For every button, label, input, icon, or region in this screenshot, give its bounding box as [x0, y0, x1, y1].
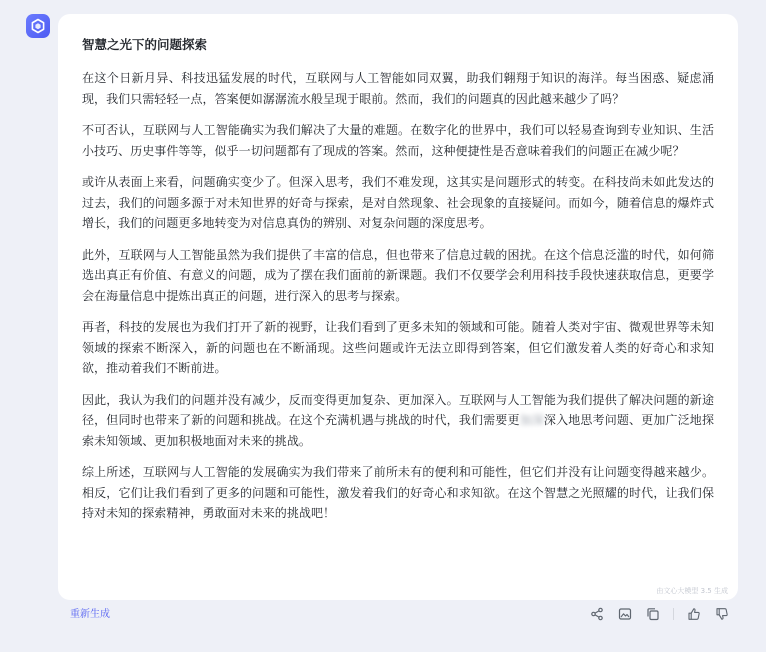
answer-actions-bar: [58, 604, 738, 626]
thumbs-up-icon[interactable]: [686, 606, 702, 622]
article-paragraph-3: 或许从表面上来看，问题确实变少了。但深入思考，我们不难发现，这其实是问题形式的转变。在科技尚未如此发达的过去，我们的问题多源于对未知世界的好奇与探索，是对自然现象、社会现象的直接疑问。而如今，随着信息的爆炸式增长，我们的问题更多地转变为对信息真伪的辨别、对复杂问题的深度思考。: [82, 175, 714, 230]
image-icon[interactable]: [617, 606, 633, 622]
app-logo-icon: [26, 14, 50, 38]
action-separator: [673, 608, 674, 620]
article-paragraph-4: 此外，互联网与人工智能虽然为我们提供了丰富的信息，但也带来了信息过载的困扰。在这个信息泛滥的时代，如何筛选出真正有价值、有意义的问题，成为了摆在我们面前的新课题。我们不仅要学会利用科技手段快速获取信息，更要学会在海量信息中提炼出真正的问题，进行深入的思考与探索。: [82, 247, 714, 303]
article-paragraph-7: 综上所述，互联网与人工智能的发展确实为我们带来了前所未有的便利和可能性，但它们并没有让问题变得越来越少。相反，它们让我们看到了更多的问题和可能性，激发着我们的好奇心和求知欲。在这个智慧之光照耀的时代，让我们保持对未知的探索精神，勇敢面对未来的挑战吧！: [82, 465, 714, 520]
article-paragraph-1: 在这个日新月异、科技迅猛发展的时代，互联网与人工智能如同双翼，助我们翱翔于知识的海洋。每当困惑、疑虑涌现，我们只需轻轻一点，答案便如潺潺流水般呈现于眼前。然而，我们的问题真的因此越来越少了吗？: [82, 71, 714, 106]
action-icons: [589, 606, 730, 622]
regenerate-button[interactable]: 重新生成: [70, 609, 110, 620]
copy-icon[interactable]: [645, 606, 661, 622]
paragraph-6-text-before: 因此，我认为我们的问题并没有减少，反而变得更加复杂、更加深入。互联网与人工智能为我们提供了解决问题的新途径，但同时也带来了新的问题和挑战。在这个充满机遇与挑战的时代，我们需要更: [82, 392, 714, 427]
paragraph-6-text-after: 深入地思考问题、更加广泛地探索未知领域、更加积极地面对未来的挑战。: [82, 413, 714, 448]
share-icon[interactable]: [589, 606, 605, 622]
obscured-text: 加深: [519, 413, 544, 427]
article-title: 智慧之光下的问题探索: [82, 37, 208, 52]
generated-by-watermark: 由文心大模型 3.5 生成: [656, 587, 728, 595]
thumbs-down-icon[interactable]: [714, 606, 730, 622]
article-paragraph-5: 再者，科技的发展也为我们打开了新的视野，让我们看到了更多未知的领域和可能。随着人类对宇宙、微观世界等未知领域的探索不断深入，新的问题也在不断涌现。这些问题或许无法立即得到答案，但它们激发着人类的好奇心和求知欲，推动着我们不断前进。: [82, 320, 714, 375]
article-paragraph-2: 不可否认，互联网与人工智能确实为我们解决了大量的难题。在数字化的世界中，我们可以轻易查询到专业知识、生活小技巧、历史事件等等，似乎一切问题都有了现成的答案。然而，这种便捷性是否意味着我们的问题正在减少呢？: [82, 123, 714, 158]
answer-card: [58, 14, 738, 600]
article-paragraph-6: [82, 390, 714, 452]
